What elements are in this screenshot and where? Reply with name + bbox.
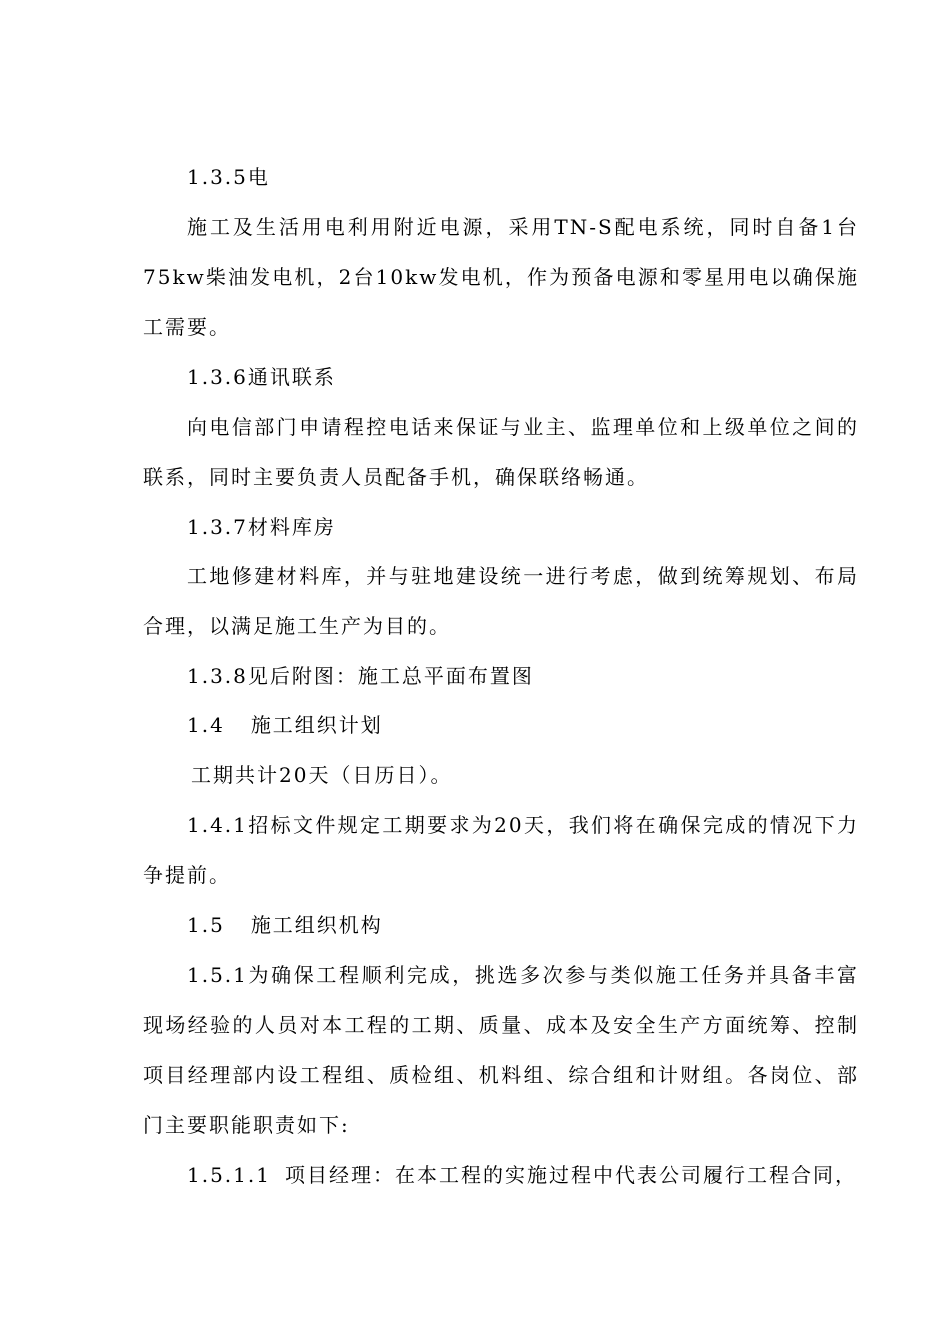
section-heading-1-3-7	[143, 502, 859, 552]
paragraph-text: 1.5.1为确保工程顺利完成，挑选多次参与类似施工任务并具备丰富现场经验的人员对本工程的工期、质量、成本及安全生产方面统筹、控制项目经理部内设工程组、质检组、机料组、综合组和计财组。各岗位、部门主要职能职责如下:	[143, 963, 859, 1137]
section-heading-1-4	[143, 700, 859, 750]
heading-text: 1.3.7材料库房	[187, 515, 336, 539]
heading-text: 1.3.5电	[187, 165, 270, 189]
heading-text: 1.3.6通讯联系	[187, 365, 336, 389]
heading-title: 施工组织机构	[250, 913, 383, 937]
heading-number: 1.5	[187, 913, 225, 937]
heading-text: 1.3.8见后附图：施工总平面布置图	[187, 664, 534, 688]
paragraph-text: 工期共计20天（日历日）。	[191, 763, 453, 787]
paragraph-duration	[143, 750, 859, 800]
heading-number: 1.4	[187, 713, 225, 737]
paragraph-text: 施工及生活用电利用附近电源，采用TN-S配电系统，同时自备1台75kw柴油发电机，2台10kw发电机，作为预备电源和零星用电以确保施工需要。	[143, 215, 859, 339]
paragraph-text: 项目经理：在本工程的实施过程中代表公司履行工程合同，	[284, 1163, 857, 1187]
paragraph-1-4-1	[143, 800, 859, 900]
item-number: 1.5.1.1	[187, 1163, 271, 1187]
paragraph-text: 1.4.1招标文件规定工期要求为20天，我们将在确保完成的情况下力争提前。	[143, 813, 859, 887]
paragraph-1-5-1	[143, 950, 859, 1150]
paragraph-electricity	[143, 202, 859, 352]
section-heading-1-3-8	[143, 651, 859, 701]
paragraph-warehouse	[143, 551, 859, 651]
section-heading-1-3-5	[143, 152, 859, 202]
paragraph-text: 向电信部门申请程控电话来保证与业主、监理单位和上级单位之间的联系，同时主要负责人员配备手机，确保联络畅通。	[143, 415, 859, 489]
section-heading-1-5	[143, 900, 859, 950]
heading-title: 施工组织计划	[250, 713, 383, 737]
paragraph-1-5-1-1	[143, 1150, 859, 1200]
paragraph-text: 工地修建材料库，并与驻地建设统一进行考虑，做到统筹规划、布局合理，以满足施工生产为目的。	[143, 564, 859, 638]
section-heading-1-3-6	[143, 352, 859, 402]
paragraph-communication	[143, 402, 859, 502]
